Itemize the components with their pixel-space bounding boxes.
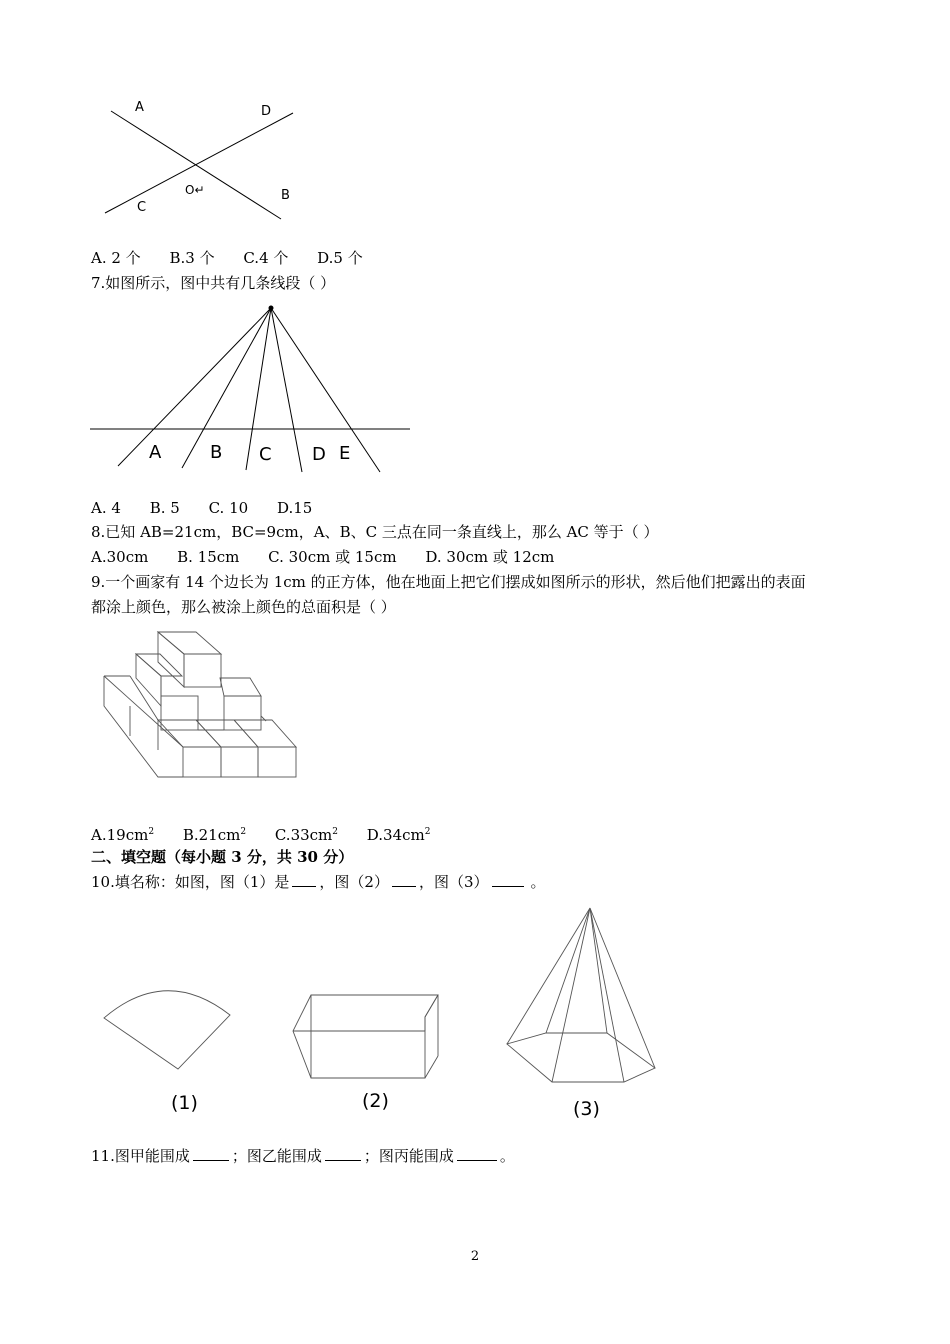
q11-part3: ；图丙能围成 <box>363 1147 454 1165</box>
fig-label-3: (3) <box>573 1098 600 1120</box>
q7-option-a: A. 4 <box>91 499 121 517</box>
rays-figure <box>88 300 413 480</box>
q11-blank-1[interactable] <box>193 1146 229 1161</box>
ray-2 <box>182 308 271 468</box>
q8-option-c: C. 30cm 或 15cm <box>268 548 397 566</box>
q9-options <box>91 822 455 845</box>
page-number: 2 <box>470 1249 480 1264</box>
label-a: A <box>149 442 162 463</box>
q11-suffix: 。 <box>499 1147 515 1165</box>
q11-question <box>91 1146 515 1166</box>
label-o: O↵ <box>185 183 205 197</box>
q10-prefix: 10.填名称：如图，图（1）是 <box>91 873 290 891</box>
q9-option-a: $A.19cm^2$ <box>91 826 155 844</box>
label-d: D <box>261 104 272 119</box>
pyramid-figure <box>500 904 660 1086</box>
ray-1 <box>118 308 271 466</box>
line-cd <box>105 113 293 213</box>
q9-option-b: $B.21cm^2$ <box>182 826 247 844</box>
q10-question <box>91 872 546 892</box>
q8-option-b: B. 15cm <box>177 548 240 566</box>
label-c: C <box>259 444 272 465</box>
q11-part2: ；图乙能围成 <box>231 1147 322 1165</box>
fig-label-2: (2) <box>362 1090 389 1112</box>
q7-option-b: B. 5 <box>149 499 180 517</box>
q10-mid1: ，图（2） <box>319 873 389 891</box>
q6-option-b: B.3 个 <box>169 249 215 267</box>
sector-figure <box>100 975 235 1075</box>
q8-option-d: D. 30cm 或 12cm <box>425 548 555 566</box>
prism-figure <box>288 990 443 1085</box>
q11-blank-2[interactable] <box>325 1146 361 1161</box>
q9-option-d: $D.34cm^2$ <box>366 826 431 844</box>
q10-blank-3[interactable] <box>492 872 524 887</box>
q10-blank-1[interactable] <box>292 872 316 887</box>
q6-option-a: A. 2 个 <box>91 249 141 267</box>
stacked-cubes-figure <box>100 628 300 780</box>
q8-question: 8.已知 AB=21cm，BC=9cm，A、B、C 三点在同一条直线上，那么 AC 等于（ ） <box>91 523 659 541</box>
q7-option-d: D.15 <box>276 499 313 517</box>
q10-suffix: 。 <box>530 873 546 891</box>
q8-options <box>91 547 578 567</box>
q6-option-c: C.4 个 <box>243 249 289 267</box>
q10-mid2: ，图（3） <box>418 873 489 891</box>
q9-option-c: $C.33cm^2$ <box>274 826 339 844</box>
ray-4 <box>271 308 302 472</box>
q6-options <box>91 248 387 268</box>
label-c: C <box>137 200 147 215</box>
label-a: A <box>135 100 144 115</box>
q10-blank-2[interactable] <box>392 872 416 887</box>
q11-blank-3[interactable] <box>457 1146 497 1161</box>
q6-option-d: D.5 个 <box>317 249 363 267</box>
fig-label-1: (1) <box>171 1092 198 1114</box>
q8-option-a: A.30cm <box>91 548 149 566</box>
q7-options <box>91 498 336 518</box>
intersecting-lines-figure <box>95 95 305 225</box>
q11-part1: 11.图甲能围成 <box>91 1147 190 1165</box>
label-b: B <box>210 442 223 463</box>
q9-question-line2: 都涂上颜色，那么被涂上颜色的总面积是（ ） <box>91 598 396 616</box>
q7-option-c: C. 10 <box>208 499 249 517</box>
label-e: E <box>339 443 351 464</box>
section2-title: 二、填空题（每小题 3 分，共 30 分） <box>91 848 354 866</box>
label-b: B <box>281 188 290 203</box>
label-d: D <box>312 444 326 465</box>
q7-question: 7.如图所示，图中共有几条线段（ ） <box>91 274 336 292</box>
q9-question-line1: 9.一个画家有 14 个边长为 1cm 的正方体，他在地面上把它们摆成如图所示的形状，然后他们把露出的表面 <box>91 573 806 591</box>
